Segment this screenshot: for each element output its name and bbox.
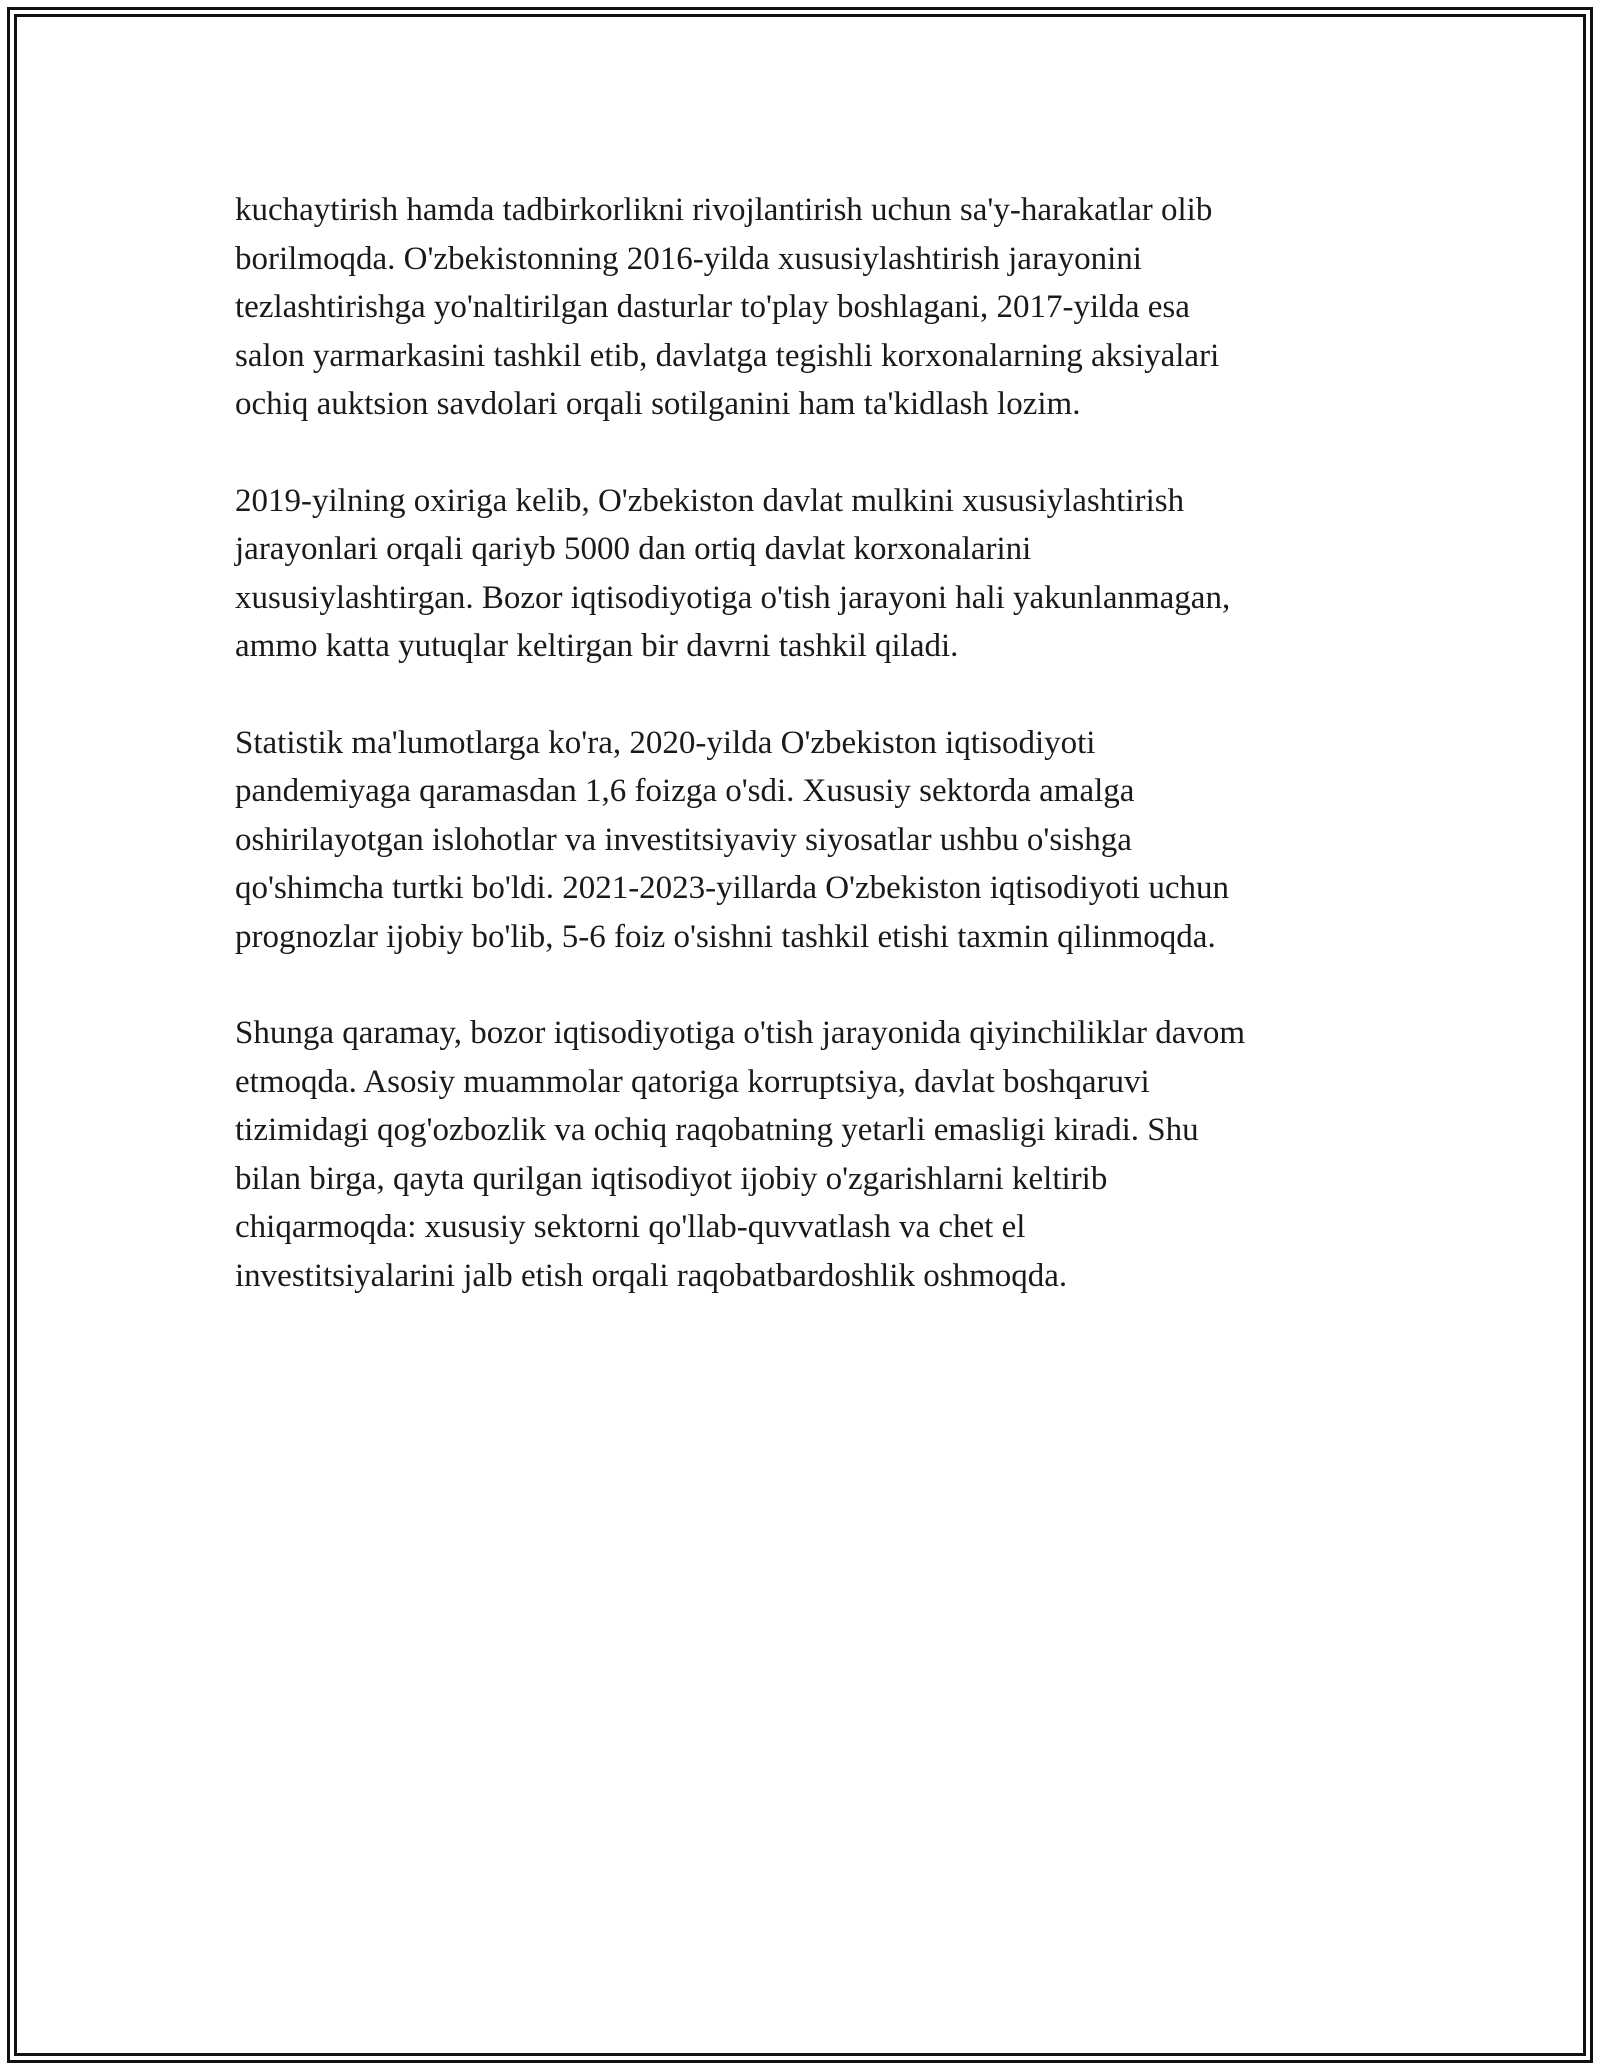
text-line: Statistik ma'lumotlarga ko'ra, 2020-yilda O'zbekiston iqtisodiyoti — [235, 724, 1096, 761]
paragraph-3 — [235, 719, 1375, 962]
text-line: ochiq auktsion savdolari orqali sotilganini ham ta'kidlash lozim. — [235, 386, 1081, 422]
text-line: xususiylashtirgan. Bozor iqtisodiyotiga o'tish jarayoni hali yakunlanmagan, — [235, 579, 1231, 616]
text-line: 2019-yilning oxiriga kelib, O'zbekiston davlat mulkini xususiylashtirish — [235, 482, 1185, 519]
text-line: oshirilayotgan islohotlar va investitsiyaviy siyosatlar ushbu o'sishga — [235, 821, 1132, 858]
text-line: kuchaytirish hamda tadbirkorlikni rivojlantirish uchun sa'y-harakatlar olib — [235, 192, 1213, 228]
text-line: prognozlar ijobiy bo'lib, 5-6 foiz o'sishni tashkil etishi taxmin qilinmoqda. — [235, 918, 1216, 955]
paragraph-2 — [235, 477, 1375, 671]
paragraph-4 — [235, 1009, 1375, 1300]
text-line: salon yarmarkasini tashkil etib, davlatga tegishli korxonalarning aksiyalari — [235, 337, 1220, 374]
text-line: bilan birga, qayta qurilgan iqtisodiyot ijobiy o'zgarishlarni keltirib — [235, 1160, 1108, 1197]
text-line: Shunga qaramay, bozor iqtisodiyotiga o'tish jarayonida qiyinchiliklar davom — [235, 1015, 1246, 1051]
text-line: etmoqda. Asosiy muammolar qatoriga korruptsiya, davlat boshqaruvi — [235, 1063, 1150, 1100]
text-line: tezlashtirishga yo'naltirilgan dasturlar to'play boshlagani, 2017-yilda esa — [235, 289, 1190, 325]
paragraph-1 — [235, 186, 1375, 429]
text-line: jarayonlari orqali qariyb 5000 dan ortiq davlat korxonalarini — [235, 531, 1032, 567]
text-line: tizimidagi qog'ozbozlik va ochiq raqobatning yetarli emasligi kiradi. Shu — [235, 1112, 1199, 1148]
text-line: pandemiyaga qaramasdan 1,6 foizga o'sdi. Xususiy sektorda amalga — [235, 773, 1135, 809]
text-line: chiqarmoqda: xususiy sektorni qo'llab-quvvatlash va chet el — [235, 1209, 1026, 1245]
text-line: qo'shimcha turtki bo'ldi. 2021-2023-yillarda O'zbekiston iqtisodiyoti uchun — [235, 870, 1229, 906]
text-line: investitsiyalarini jalb etish orqali raqobatbardoshlik oshmoqda. — [235, 1257, 1068, 1294]
document-body — [235, 186, 1375, 1348]
text-line: borilmoqda. O'zbekistonning 2016-yilda xususiylashtirish jarayonini — [235, 240, 1142, 277]
text-line: ammo katta yutuqlar keltirgan bir davrni tashkil qiladi. — [235, 628, 959, 664]
